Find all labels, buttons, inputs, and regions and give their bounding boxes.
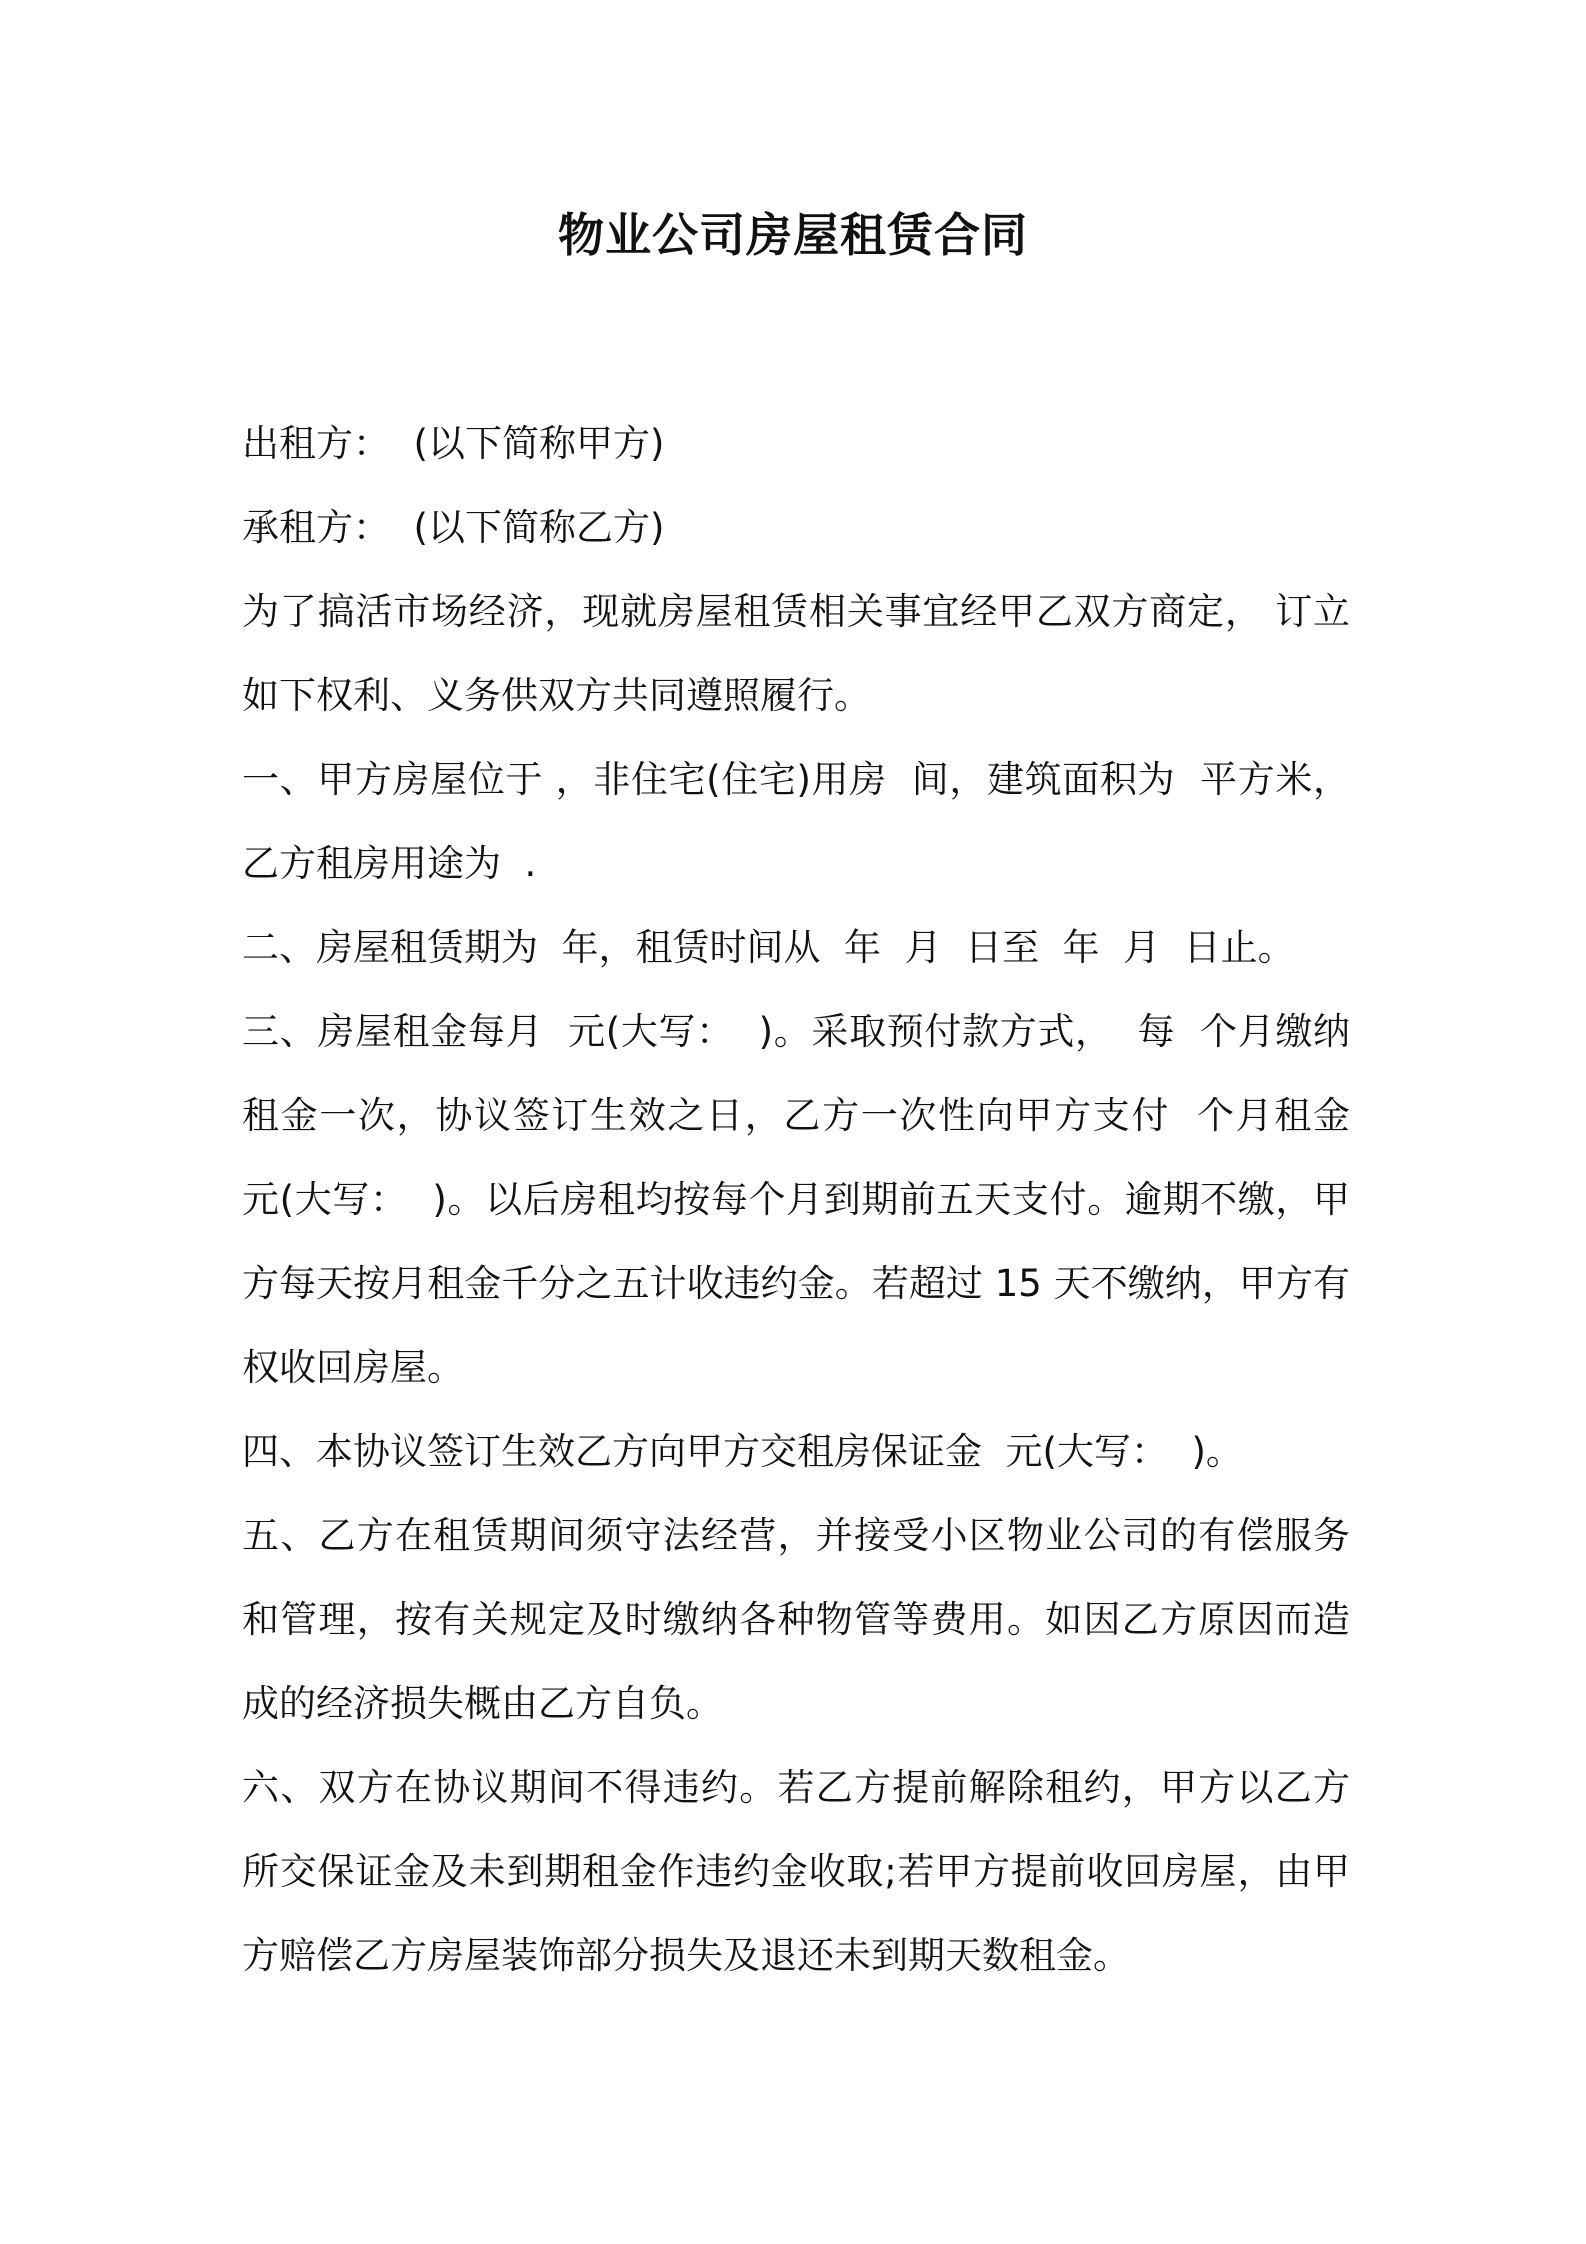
clause-1-property: 一、甲方房屋位于 ，非住宅(住宅)用房 间，建筑面积为 平方米，乙方租房用途为 .	[242, 758, 1350, 885]
paragraph-lessor: 出租方： (以下简称甲方)	[242, 422, 665, 465]
clause-3-rent: 三、房屋租金每月 元(大写： )。采取预付款方式， 每 个月缴纳租金一次，协议签订生效之日，乙方一次性向甲方支付 个月租金 元(大写： )。以后房租均按每个月到期前五天支付。逾期不缴，甲方每天按月租金千分之五计收违约金。若超过 15 天不缴纳，甲方有权收回房屋。	[242, 1010, 1374, 1389]
clause-5-management: 五、乙方在租赁期间须守法经营，并接受小区物业公司的有偿服务和管理，按有关规定及时缴纳各种物管等费用。如因乙方原因而造成的经济损失概由乙方自负。	[242, 1514, 1350, 1725]
document-body	[242, 402, 1374, 1998]
clause-6-breach: 六、双方在协议期间不得违约。若乙方提前解除租约，甲方以乙方所交保证金及未到期租金作违约金收取;若甲方提前收回房屋，由甲方赔偿乙方房屋装饰部分损失及退还未到期天数租金。	[242, 1766, 1350, 1977]
document-title: 物业公司房屋租赁合同	[558, 208, 1028, 262]
paragraph-lessee: 承租方： (以下简称乙方)	[242, 506, 665, 549]
clause-2-term: 二、房屋租赁期为 年，租赁时间从 年 月 日至 年 月 日止。	[242, 926, 1295, 969]
clause-4-deposit: 四、本协议签订生效乙方向甲方交租房保证金 元(大写： )。	[242, 1430, 1243, 1473]
paragraph-preamble: 为了搞活市场经济，现就房屋租赁相关事宜经甲乙双方商定， 订立如下权利、义务供双方共同遵照履行。	[242, 590, 1350, 717]
